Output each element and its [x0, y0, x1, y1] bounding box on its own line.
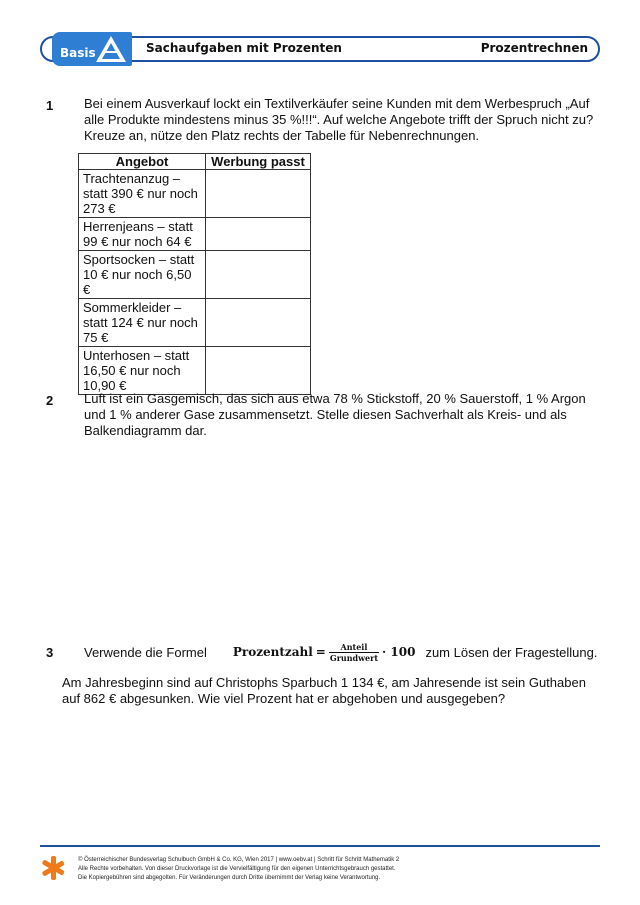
- formula-outro: zum Lösen der Fragestellung.: [425, 644, 598, 660]
- footer-line-1: © Österreichischer Bundesverlag Schulbuch GmbH & Co. KG, Wien 2017 | www.oebv.at | Schritt für Schritt Mathematik 2: [78, 857, 400, 863]
- level-triangle-icon: [94, 34, 128, 64]
- offer-cell: Trachtenanzug – statt 390 € nur noch 273 €: [79, 170, 206, 218]
- footer-divider: [40, 845, 600, 847]
- table-row: [79, 170, 311, 218]
- oebv-star-icon: [40, 854, 66, 882]
- worksheet-topic: Prozentrechnen: [480, 41, 588, 55]
- checkbox-cell[interactable]: [206, 299, 311, 347]
- formula-lhs: Prozentzahl: [232, 645, 313, 659]
- offer-cell: Sommerkleider – statt 124 € nur noch 75 €: [79, 299, 206, 347]
- offer-cell: Unterhosen – statt 16,50 € nur noch 10,90 €: [79, 347, 206, 395]
- formula-times: · 100: [382, 645, 416, 659]
- table-row: [79, 251, 311, 299]
- checkbox-cell[interactable]: [206, 170, 311, 218]
- column-header-ad-fits: Werbung passt: [206, 154, 311, 170]
- footer-line-2: Alle Rechte vorbehalten. Von dieser Druckvorlage ist die Vervielfältigung für den eigenen Unterrichtsgebrauch gestattet.: [78, 866, 396, 872]
- footer-copyright: [78, 856, 598, 883]
- formula-intro: Verwende die Formel: [84, 644, 207, 660]
- table-row: [79, 218, 311, 251]
- footer-line-3: Die Kopiergebühren sind abgegolten. Für Veränderungen durch Dritte übernimmt der Verlag keine Verantwortung.: [78, 875, 381, 881]
- percent-formula: [233, 642, 416, 663]
- table-row: [79, 347, 311, 395]
- offer-cell: Sportsocken – statt 10 € nur noch 6,50 €: [79, 251, 206, 299]
- task-1-text: Bei einem Ausverkauf lockt ein Textilverkäufer seine Kunden mit dem Werbespruch „Auf alle Produkte mindestens minus 35 %!!!“. Auf welche Angebote trifft der Spruch nicht zu? Kreuze an, nütze den Platz rechts der Tabelle für Nebenrechnungen.: [84, 96, 594, 143]
- column-header-offer: Angebot: [79, 154, 206, 170]
- checkbox-cell[interactable]: [206, 347, 311, 395]
- task-2-number: 2: [46, 393, 54, 408]
- formula-equals: =: [315, 645, 326, 659]
- formula-fraction: [329, 642, 379, 663]
- formula-denominator: Grundwert: [329, 652, 379, 663]
- task-3-number: 3: [46, 645, 54, 660]
- checkbox-cell[interactable]: [206, 251, 311, 299]
- formula-line: [84, 639, 597, 665]
- offers-table: [78, 153, 311, 395]
- basis-logo: [52, 32, 132, 66]
- offer-cell: Herrenjeans – statt 99 € nur noch 64 €: [79, 218, 206, 251]
- task-2-text: Luft ist ein Gasgemisch, das sich aus etwa 78 % Stickstoff, 20 % Sauerstoff, 1 % Argon und 1 % anderer Gase zusammensetzt. Stelle diesen Sachverhalt als Kreis- und als Balkendiagramm dar.: [84, 391, 586, 438]
- checkbox-cell[interactable]: [206, 218, 311, 251]
- logo-text: Basis: [60, 46, 96, 60]
- task-3-text: Am Jahresbeginn sind auf Christophs Sparbuch 1 134 €, am Jahresende ist sein Guthaben auf 862 € abgesunken. Wie viel Prozent hat er abgehoben und ausgegeben?: [62, 675, 586, 706]
- table-row: [79, 299, 311, 347]
- worksheet-title: Sachaufgaben mit Prozenten: [146, 41, 342, 55]
- formula-numerator: Anteil: [340, 641, 368, 652]
- task-1-number: 1: [46, 98, 54, 113]
- table-header-row: [79, 154, 311, 170]
